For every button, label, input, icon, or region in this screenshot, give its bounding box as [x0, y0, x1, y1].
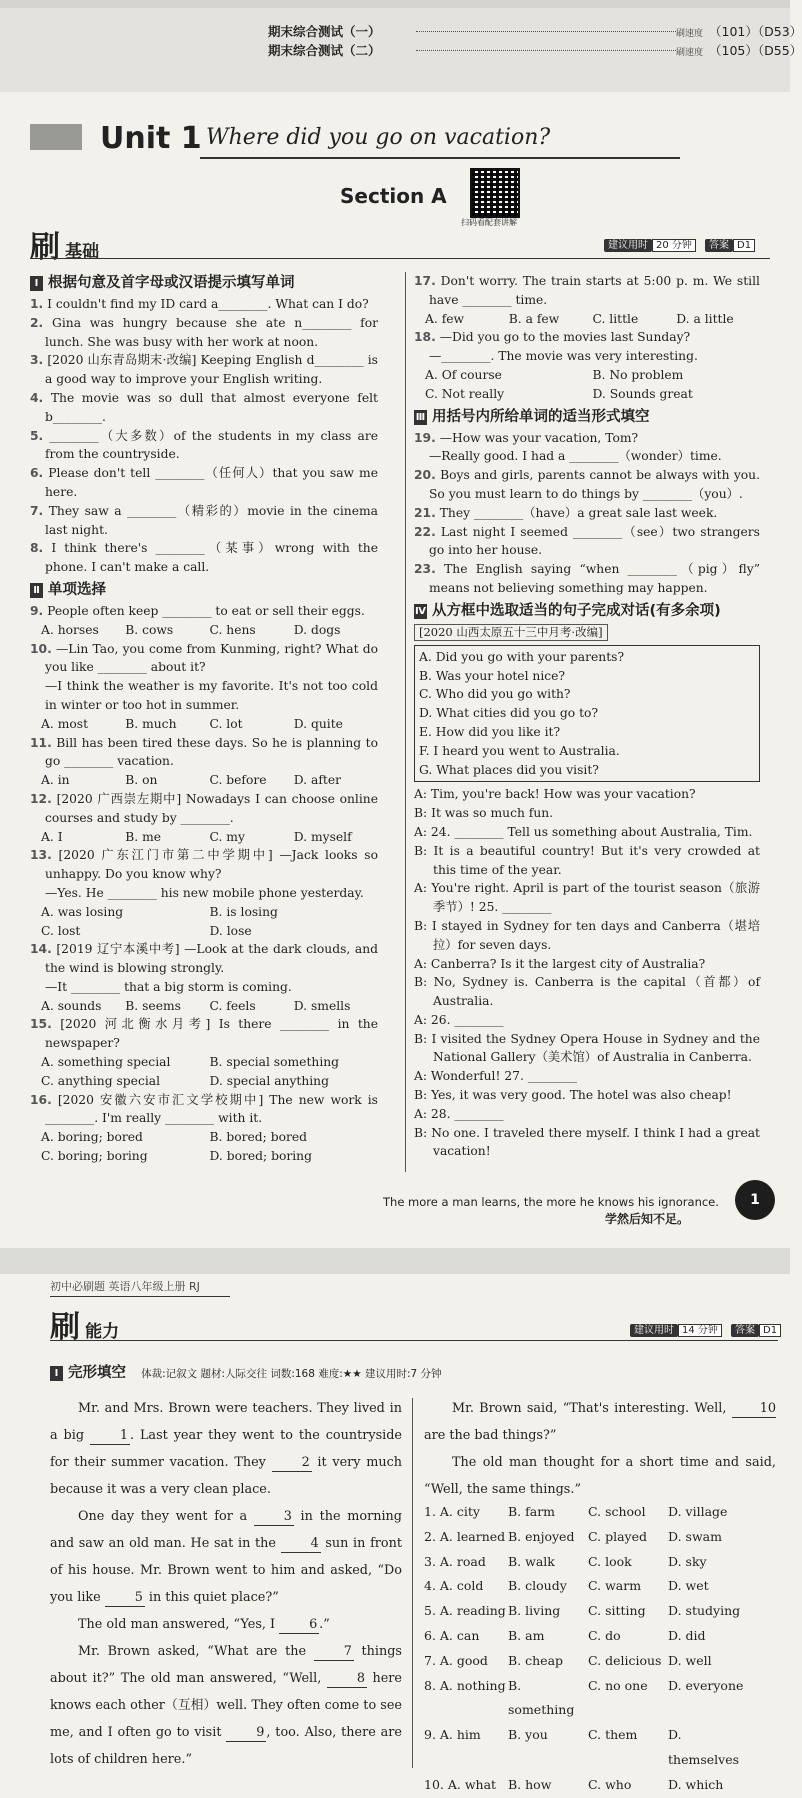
question: 19. —How was your vacation, Tom? — [414, 430, 639, 445]
cloze-passage-right — [424, 1395, 776, 1503]
basic-heading — [30, 222, 99, 266]
unit-underline — [200, 157, 680, 159]
question: 15. [2020 河北衡水月考] Is there ________ in the newspaper? — [30, 1017, 378, 1051]
time-label: 建议用时 — [630, 1324, 678, 1337]
dialog-line: A: 24. ________ Tell us something about Australia, Tim. — [414, 824, 753, 839]
part4-heading: Ⅳ 从方框中选取适当的句子完成对话(有多余项) — [415, 602, 721, 619]
page-number: 1 — [735, 1180, 775, 1220]
question: 16. [2020 安徽六安市汇文学校期中] The new work is ________. I'm really ________ with it. — [30, 1092, 378, 1126]
options: A. horses B. cows C. hens D. dogs — [41, 622, 341, 637]
dialog-line: A: 26. ________ — [414, 1012, 504, 1027]
options: A. few B. a few C. little D. a little — [425, 311, 734, 326]
part3-heading: Ⅲ 用括号内所给单词的适当形式填空 — [415, 408, 650, 425]
question: 17. Don't worry. The train starts at 5:00 p. m. We still have ________ time. — [414, 274, 760, 307]
source-tag: [2020 山西太原五十三中月考·改编] — [414, 624, 608, 641]
qr-code[interactable] — [470, 168, 520, 218]
part2-heading: Ⅱ 单项选择 — [30, 579, 378, 601]
question: 5. ________（大多数）of the students in my class are from the countryside. — [30, 428, 378, 462]
toc-tag: 刷速度 — [676, 48, 704, 58]
dialog-line: A: You're right. April is part of the tourist season（旅游季节）! 25. ________ — [414, 881, 760, 915]
question: 7. They saw a ________（精彩的）movie in the cinema last night. — [30, 503, 378, 537]
question: 6. Please don't tell ________（任何人）that you saw me here. — [30, 466, 378, 499]
dialog-line: A: Tim, you're back! How was your vacation? — [414, 787, 696, 802]
divider — [50, 1340, 778, 1341]
brush-glyph: 刷 — [50, 1310, 80, 1345]
unit-title: Where did you go on vacation? — [206, 125, 551, 150]
basic-time-info — [604, 233, 755, 252]
divider — [30, 258, 770, 259]
box-option: C. Who did you go with? — [419, 687, 571, 702]
time-value: 20 分钟 — [652, 239, 696, 252]
question: 18. —Did you go to the movies last Sunday? — [414, 330, 691, 345]
question: 23. The English saying “when ________（pig）fly” means not believing something may happen. — [414, 562, 760, 595]
cloze-paragraph: Mr. and Mrs. Brown were teachers. They lived in a big 1 . Last year they went to the countryside for their summer vacation. They 2 it very much because it was a very clean place. — [50, 1401, 402, 1497]
options: A. I B. me C. my D. myself — [41, 829, 352, 844]
dialog-line: B: Yes, it was very good. The hotel was also cheap! — [414, 1088, 732, 1103]
section-title: Section A — [340, 184, 447, 208]
toc-title: 期末综合测试（一） — [268, 24, 381, 39]
box-option: A. Did you go with your parents? — [419, 649, 625, 664]
toc-page: （105）（D55） — [709, 43, 802, 58]
toc-page: （101）（D53） — [709, 24, 802, 39]
answer-label: 答案 — [731, 1324, 759, 1337]
unit-label: Unit 1 — [100, 121, 202, 156]
question: 13. [2020 广东江门市第二中学期中] —Jack looks so unhappy. Do you know why? — [30, 848, 378, 882]
cloze-paragraph: One day they went for a 3 in the morning and saw an old man. He sat in the 4 sun in front of his house. Mr. Brown went to him and asked, “Do you like 5 in this quiet place?” — [50, 1509, 403, 1605]
options: A. in B. on C. before D. after — [41, 773, 341, 788]
box-option: G. What places did you visit? — [419, 762, 599, 777]
options: A. most B. much C. lot D. quite — [41, 716, 343, 731]
page-gap — [0, 1248, 790, 1274]
question: 9. People often keep ________ to eat or sell their eggs. — [30, 603, 365, 618]
options: A. something special B. special something C. anything special D. special anything — [41, 1055, 340, 1088]
box-option: B. Was your hotel nice? — [419, 668, 566, 683]
question: 22. Last night I seemed ________（see）two strangers go into her house. — [414, 524, 760, 558]
question-line: —Yes. He ________ his new mobile phone yesterday. — [45, 885, 364, 900]
column-divider — [405, 272, 406, 1172]
unit-banner-decoration — [30, 124, 82, 150]
question: 10. —Lin Tao, you come from Kunming, right? What do you like ________ about it? — [30, 641, 378, 675]
book-header: 初中必刷题 英语八年级上册 RJ — [50, 1280, 200, 1293]
question: 14. [2019 辽宁本溪中考] —Look at the dark clouds, and the wind is blowing strongly. — [30, 942, 378, 976]
basic-heading-text: 基础 — [65, 242, 100, 262]
question: 11. Bill has been tired these days. So he is planning to go ________ vacation. — [30, 735, 378, 769]
dialog-line: B: I visited the Sydney Opera House in Sydney and the National Gallery（美术馆）of Australia in Canberra. — [414, 1031, 760, 1065]
question: 3. [2020 山东青岛期末·改编] Keeping English d________ is a good way to improve your English writing. — [30, 353, 378, 387]
question-line: —________. The movie was very interesting. — [429, 349, 698, 364]
dialog-line: A: 28. ________ — [414, 1106, 504, 1121]
cloze-paragraph: Mr. Brown asked, “What are the 7 things about it?” The old man answered, “Well, 8 here knows each other（互相）well. They often come to see me, and I often go to visit 9 , too. Also, there are lots of children here.” — [50, 1644, 403, 1767]
question: 2. Gina was hungry because she ate n________ for lunch. She was busy with her work at noon. — [30, 315, 378, 349]
right-column — [414, 272, 760, 1161]
options-box — [414, 645, 760, 783]
options: A. sounds B. seems C. feels D. smells — [41, 998, 351, 1013]
column-divider — [412, 1398, 413, 1768]
options: A. boring; bored B. bored; bored C. boring; boring D. bored; boring — [41, 1130, 312, 1164]
dialog-line: B: No, Sydney is. Canberra is the capital（首都）of Australia. — [414, 975, 760, 1009]
question: 20. Boys and girls, parents cannot be always with you. So you must learn to do things by ________（you）. — [414, 468, 760, 501]
cloze-paragraph: The old man thought for a short time and said, “Well, the same things.” — [424, 1455, 776, 1497]
options: A. was losing B. is losing C. lost D. lose — [41, 904, 278, 938]
left-column — [30, 270, 378, 1166]
question-line: —Really good. I had a ________（wonder）time. — [429, 449, 722, 464]
options: A. Of course B. No problem C. Not really D. Sounds great — [425, 367, 693, 401]
toc-row[interactable] — [268, 41, 802, 59]
brush-glyph: 刷 — [30, 230, 60, 265]
cloze-heading: Ⅰ 完形填空 体裁:记叙文 题材:人际交往 词数:168 难度:★★ 建议用时:7 分钟 — [50, 1362, 442, 1384]
question: 4. The movie was so dull that almost everyone felt b________. — [30, 390, 378, 424]
ability-time-info — [630, 1318, 781, 1337]
answer-label: 答案 — [705, 239, 733, 252]
cloze-paragraph: The old man answered, “Yes, I 6 .” — [78, 1617, 330, 1632]
dialog-line: A: Wonderful! 27. ________ — [414, 1069, 577, 1084]
dialog-line: B: I stayed in Sydney for ten days and Canberra（堪培拉）for seven days. — [414, 918, 760, 952]
box-option: D. What cities did you go to? — [419, 706, 599, 721]
ability-heading-text: 能力 — [85, 1322, 120, 1342]
divider — [50, 1296, 230, 1297]
question: 12. [2020 广西崇左期中] Nowadays I can choose online courses and study by ________. — [30, 791, 378, 825]
question: 1. I couldn't find my ID card a________. What can I do? — [30, 297, 369, 311]
quote-english: The more a man learns, the more he knows his ignorance. — [383, 1195, 719, 1209]
toc-title: 期末综合测试（二） — [268, 43, 381, 58]
box-option: E. How did you like it? — [419, 724, 561, 739]
cloze-passage-left — [50, 1395, 402, 1773]
toc-row[interactable] — [268, 22, 802, 40]
question: 8. I think there's ________（某事）wrong with the phone. I can't make a call. — [30, 541, 378, 575]
cloze-answer-options: 1. A. city B. farm C. school D. village 2. A. learned B. enjoyed C. played D. swam 3. A. road B. walk C. look D. sky 4. A. cold B. cloudy C. warm D. wet 5. A. reading B. living C. sitting D. studying 6. A. can B. am C. do D. did 7. A. good B. cheap C. delicious D. well 8. A. nothing B. something C. no one D. everyone 9. A. him B. you C. them D. themselves 10. A. what B. how C. who D. which — [424, 1504, 744, 1792]
quote-chinese: 学然后知不足。 — [605, 1212, 690, 1226]
time-label: 建议用时 — [604, 239, 652, 252]
time-value: 14 分钟 — [678, 1324, 722, 1337]
dialog-line: B: It was so much fun. — [414, 806, 554, 821]
part1-heading: Ⅰ 根据句意及首字母或汉语提示填写单词 — [30, 272, 378, 294]
question-line: —I think the weather is my favorite. It's not too cold in winter or too hot in summer. — [45, 679, 378, 712]
question: 21. They ________（have）a great sale last week. — [414, 505, 718, 520]
answer-page: D1 — [733, 239, 755, 252]
question-line: —It ________ that a big storm is coming. — [45, 979, 292, 994]
dialog-line: A: Canberra? Is it the largest city of Australia? — [414, 956, 706, 971]
dialog-line: B: It is a beautiful country! But it's very crowded at this time of the year. — [414, 843, 760, 877]
cloze-meta: 体裁:记叙文 题材:人际交往 词数:168 难度:★★ 建议用时:7 分钟 — [141, 1368, 442, 1380]
cloze-paragraph: Mr. Brown said, “That's interesting. Well, 10 are the bad things?” — [424, 1401, 776, 1443]
answer-page: D1 — [759, 1324, 781, 1337]
qr-caption: 扫码看配套讲解 — [461, 218, 517, 227]
box-option: F. I heard you went to Australia. — [419, 743, 620, 758]
toc-tag: 刷速度 — [676, 29, 704, 39]
dialog-line: B: No one. I traveled there myself. I think I had a great vacation! — [414, 1125, 760, 1159]
